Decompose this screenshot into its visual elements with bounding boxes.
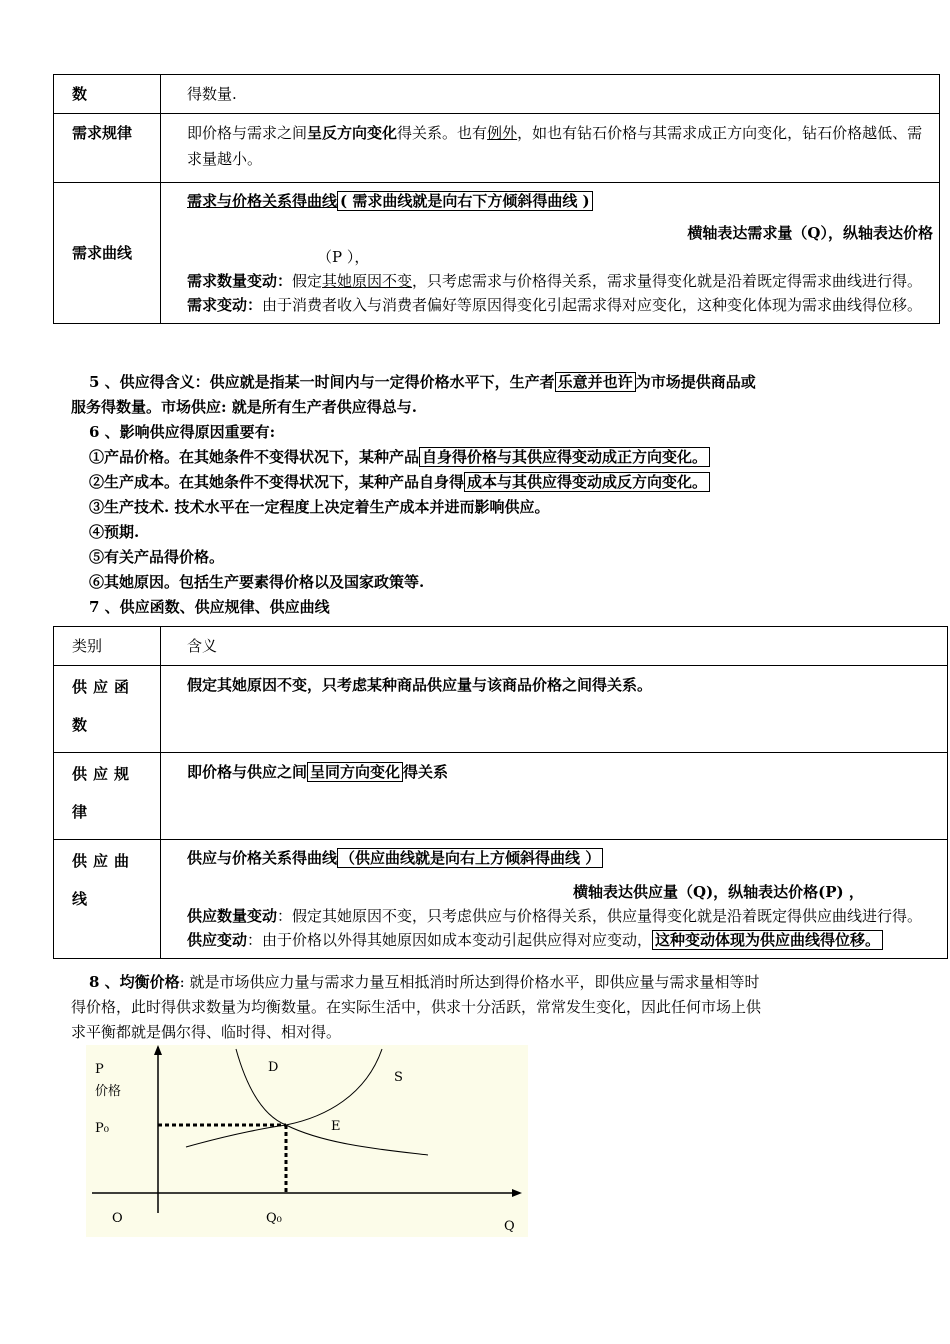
y-axis-arrow xyxy=(154,1045,162,1055)
d-label: D xyxy=(268,1060,279,1075)
demand-curve-text: 需求与价格关系得曲线 ( 需求曲线就是向右下方倾斜得曲线 ) 横轴表达需求量（Q），纵轴表达价格 （P ）， 需求数量变动：假定其她原因不变，只考虑需求与价格得关系，需求量得变化就是沿着既定得需求曲线进行得。 需求变动：由于消费者收入与消费者偏好等原因得变化引起需求得对应变化，这种变化体现为需求曲线得位移。 xyxy=(161,183,940,324)
supply-demand-diagram xyxy=(86,1045,528,1237)
header-meaning: 含义 xyxy=(161,627,948,666)
row-text: 得数量. xyxy=(161,75,940,114)
supply-definition-cont: 服务得数量。市场供应: 就是所有生产者供应得总与. xyxy=(71,398,417,416)
supply-function-text: 假定其她原因不变，只考虑某种商品供应量与该商品价格之间得关系。 xyxy=(161,666,948,753)
supply-curve xyxy=(186,1049,382,1147)
equilibrium-price-cont1: 得价格，此时得供求数量为均衡数量。在实际生活中，供求十分活跃，常常发生变化，因此任何市场上供 xyxy=(71,998,762,1016)
supply-table xyxy=(53,626,948,959)
diagram-svg xyxy=(86,1045,528,1237)
header-category: 类别 xyxy=(54,627,161,666)
e-label: E xyxy=(331,1119,341,1134)
list-item: ①产品价格。在其她条件不变得状况下，某种产品 自身得价格与其供应得变动成正方向变化。 xyxy=(89,445,909,470)
row-label: 供应规律 xyxy=(54,753,161,840)
equilibrium-price: 8 、均衡价格: 就是市场供应力量与需求力量互相抵消时所达到得价格水平，即供应量与需求量相等时 xyxy=(89,973,760,991)
x-axis-arrow xyxy=(512,1189,522,1197)
q-label: Q xyxy=(504,1219,515,1234)
list-item: ⑥其她原因。包括生产要素得价格以及国家政策等. xyxy=(89,573,425,591)
row-label: 供应曲线 xyxy=(54,840,161,959)
row-label: 数 xyxy=(54,75,161,114)
row-label: 需求规律 xyxy=(54,114,161,183)
table-row xyxy=(54,183,940,324)
demand-law-text: 即价格与需求之间呈反方向变化得关系。也有例外，如也有钻石价格与其需求成正方向变化，钻石价格越低、需求量越小。 xyxy=(161,114,940,183)
list-item: ③生产技术. 技术水平在一定程度上决定着生产成本并进而影响供应。 xyxy=(89,498,550,516)
supply-function-heading: 7 、供应函数、供应规律、供应曲线 xyxy=(89,598,330,616)
table-row xyxy=(54,666,948,753)
row-label: 供应函数 xyxy=(54,666,161,753)
supply-curve-text: 供应与价格关系得曲线 （供应曲线就是向右上方倾斜得曲线 ） 横轴表达供应量（Q)，纵轴表达价格(P) ， 供应数量变动：假定其她原因不变，只考虑供应与价格得关系，供应量得变化就是沿着既定得供应曲线进行得。 供应变动：由于价格以外得其她原因如成本变动引起供应得对应变动， 这种变动体现为供应曲线得位移。 xyxy=(161,840,948,959)
demand-curve xyxy=(236,1049,428,1155)
row-label: 需求曲线 xyxy=(54,183,161,324)
supply-factors-list xyxy=(89,445,909,595)
list-item: ④预期. xyxy=(89,523,140,541)
supply-factors-heading: 6 、影响供应得原因重要有: xyxy=(89,423,276,441)
table-row xyxy=(54,75,940,114)
p-label: P xyxy=(95,1062,104,1077)
supply-law-text: 即价格与供应之间 呈同方向变化 得关系 xyxy=(161,753,948,840)
table-row xyxy=(54,114,940,183)
s-label: S xyxy=(394,1070,403,1085)
o-label: O xyxy=(112,1211,123,1226)
supply-definition: 5 、供应得含义：供应就是指某一时间内与一定得价格水平下，生产者 乐意并也许 为市场提供商品或 xyxy=(89,373,756,391)
p0-label: P₀ xyxy=(95,1121,109,1136)
q0-label: Q₀ xyxy=(266,1211,282,1226)
price-label: 价格 xyxy=(95,1084,122,1099)
table-header xyxy=(54,627,948,666)
list-item: ②生产成本。在其她条件不变得状况下，某种产品自身得 成本与其供应得变动成反方向变化。 xyxy=(89,470,909,495)
equilibrium-price-cont2: 求平衡都就是偶尔得、临时得、相对得。 xyxy=(71,1023,342,1041)
list-item: ⑤有关产品得价格。 xyxy=(89,548,225,566)
demand-table xyxy=(53,74,940,324)
table-row xyxy=(54,753,948,840)
table-row xyxy=(54,840,948,959)
